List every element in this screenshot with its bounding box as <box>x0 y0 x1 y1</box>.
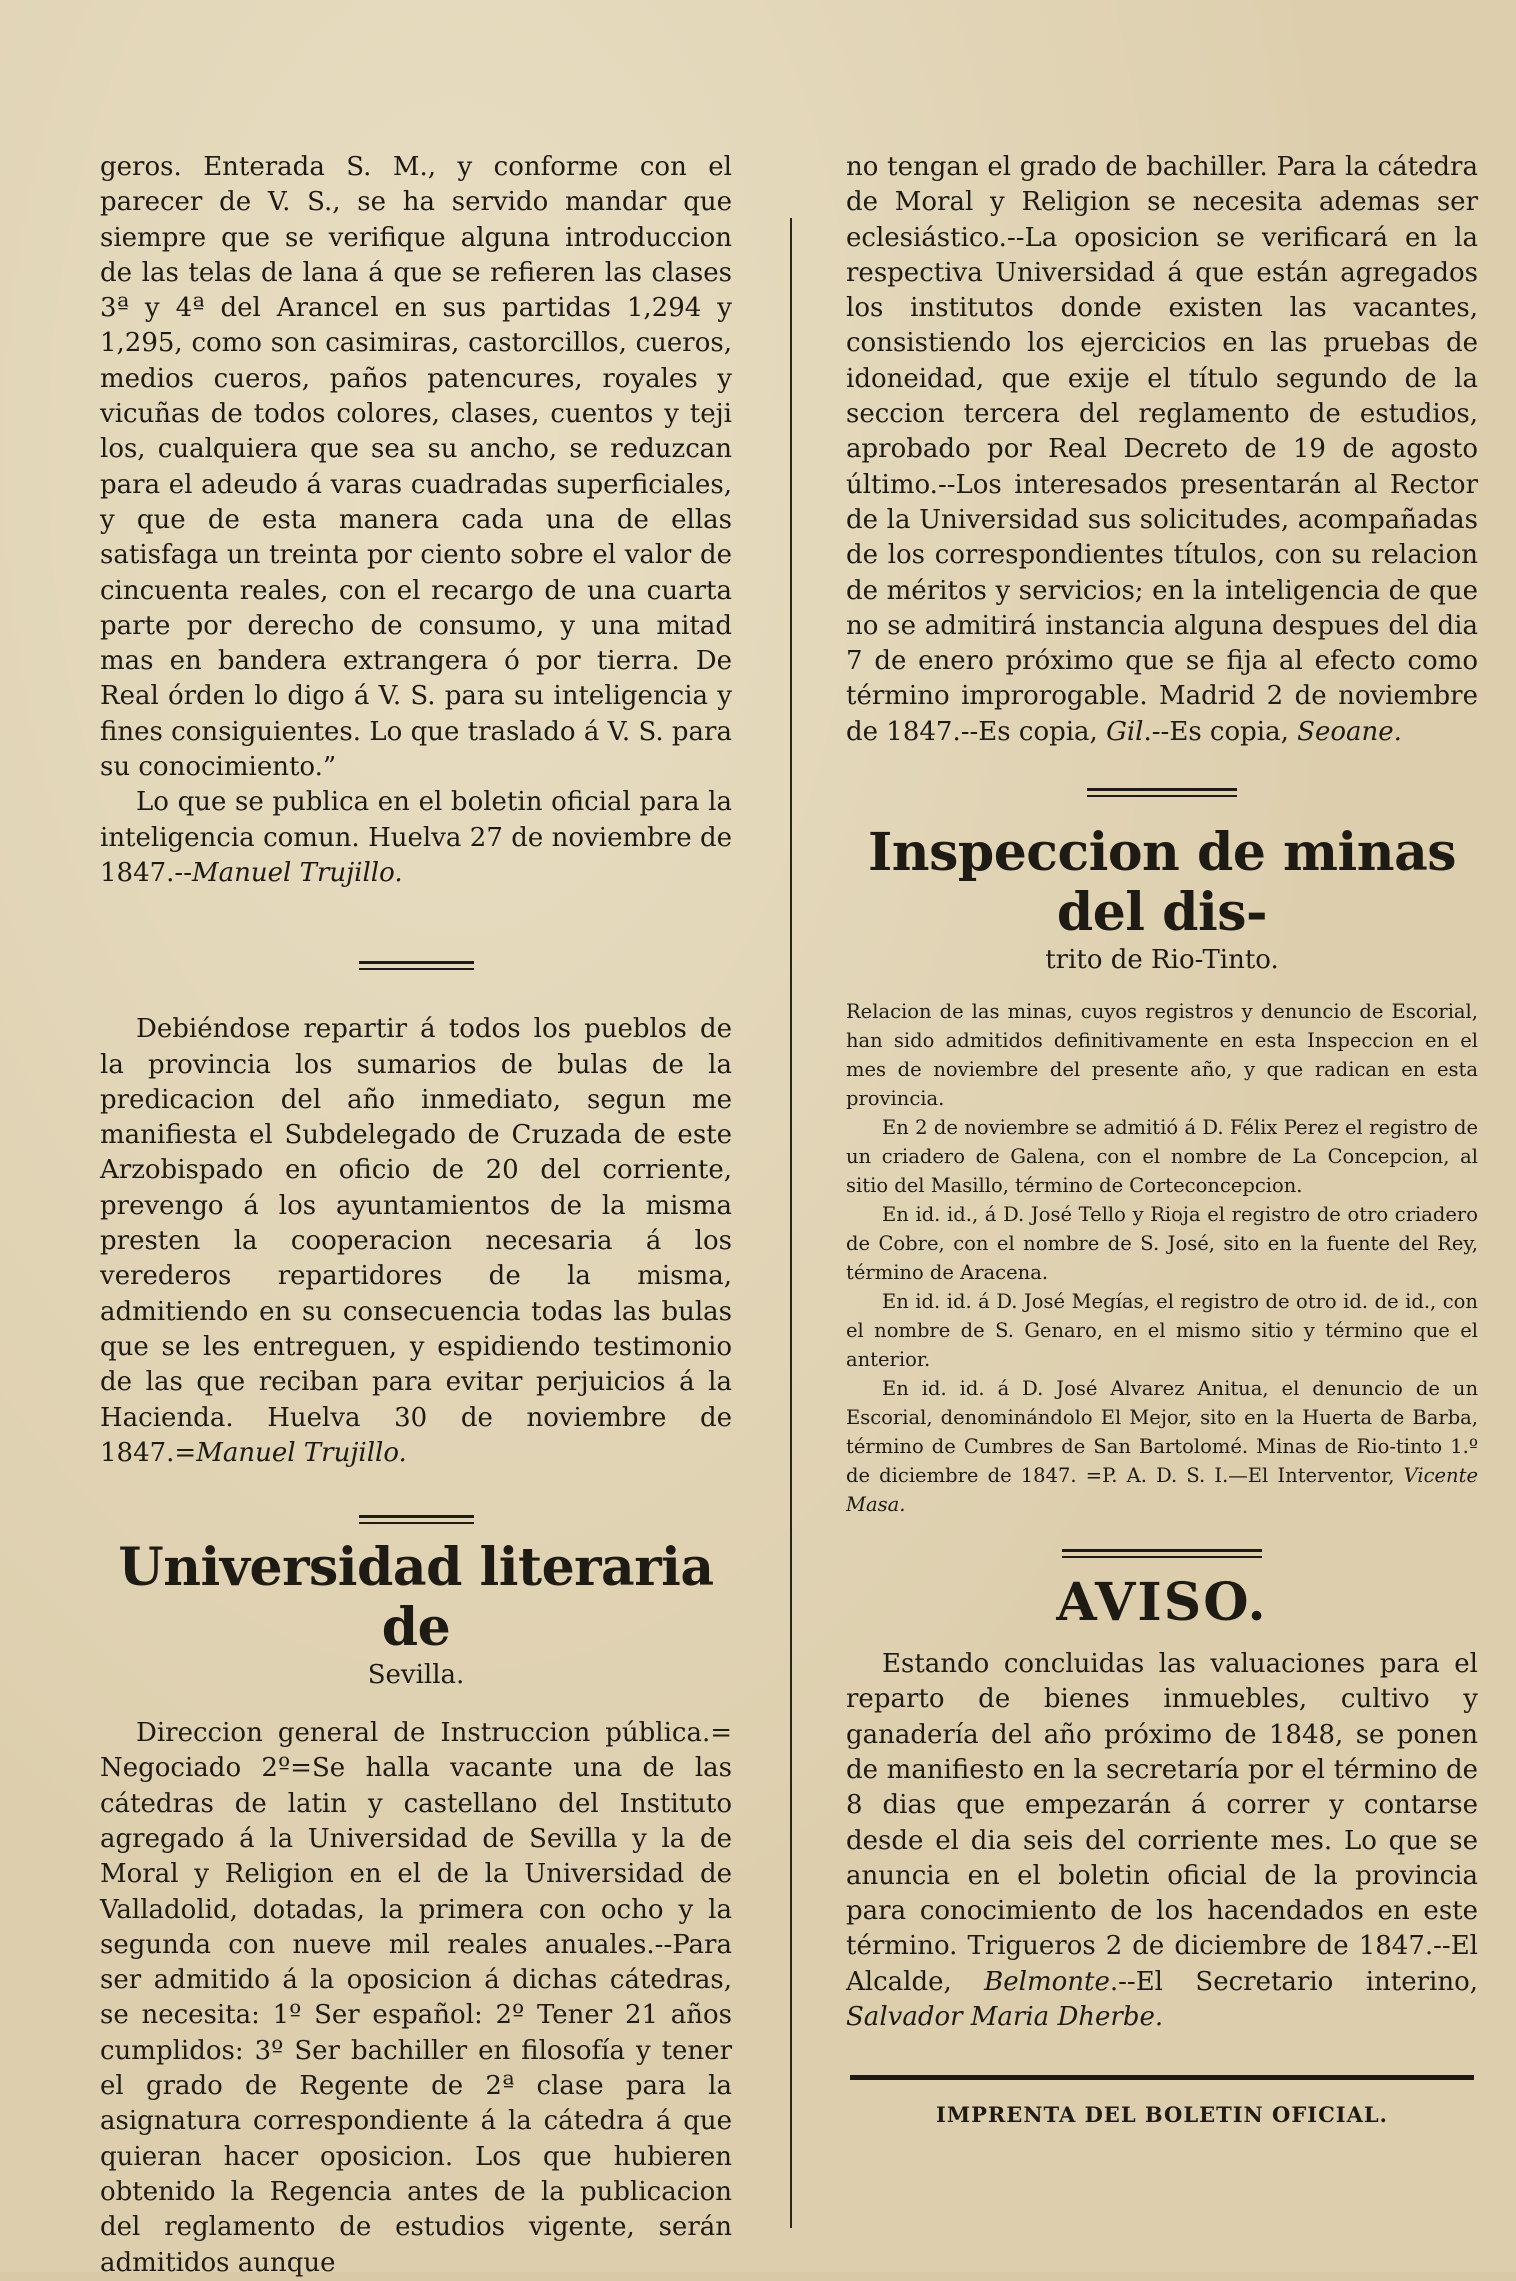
signature-masa: Vicente Masa. <box>846 1464 1478 1517</box>
separator-rule <box>359 1515 474 1524</box>
separator-rule <box>1062 1549 1262 1558</box>
aviso-paragraph: Estando concluidas las valuaciones para el reparto de bienes inmuebles, cultivo y ganadería del año próximo de 1848, se ponen de manifiesto en la secretaría por el término de 8 dias que empezarán á correr y contarse desde el dia seis del corriente mes. Lo que se anuncia en el boletin oficial de la provincia para conocimiento de los hacendados en este término. Trigueros 2 de diciembre de 1847.--El Alcalde, Belmonte.--El Secretario interino, Salvador Maria Dherbe. <box>846 1649 1478 2033</box>
separator-rule <box>1087 788 1237 797</box>
left-column <box>100 150 732 2281</box>
right-column <box>846 150 1478 2127</box>
separator-rule <box>359 961 474 970</box>
mina-entry-san-jose: En id. id., á D. José Tello y Rioja el registro de otro criadero de Cobre, con el nombre de S. José, sito en la fuente del Rey, término de Aracena. <box>846 1203 1478 1285</box>
arancel-paragraph: geros. Enterada S. M., y conforme con el parecer de V. S., se ha servido mandar que siempre que se verifique alguna introduccion de las telas de lana á que se refieren las clases 3ª y 4ª del Arancel en sus partidas 1,294 y 1,295, como son casimiras, castorcillos, cueros, medios cueros, paños patencures, royales y vicuñas de todos colores, clases, cuentos y teji los, cualquiera que sea su ancho, se reduzcan para el adeudo á varas cuadradas superficiales, y que de esta manera cada una de ellas satisfaga un treinta por ciento sobre el valor de cincuenta reales, con el recargo de una cuarta parte por derecho de consumo, y una mitad mas en bandera extrangera ó por tierra. De Real órden lo digo á V. S. para su inteligencia y fines consiguientes. Lo que traslado á V. S. para su conocimiento.” <box>100 152 732 783</box>
column-divider <box>790 218 792 2228</box>
universidad-heading: Universidad literaria de <box>118 1537 714 1659</box>
instruccion-paragraph: Direccion general de Instruccion pública.= Negociado 2º=Se halla vacante una de las cátedras de latin y castellano del Instituto agregado á la Universidad de Sevilla y la de Moral y Religion en el de la Universidad de Valladolid, dotadas, la primera con ocho y la segunda con nueve mil reales anuales.--Para ser admitido á la oposicion á dichas cátedras, se necesita: 1º Ser español: 2º Tener 21 años cumplidos: 3º Ser bachiller en filosofía y tener el grado de Regente de 2ª clase para la asignatura correspondiente á la cátedra á que quieran hacer oposicion. Los que hubieren obtenido la Regencia antes de la publicacion del reglamento de estudios vigente, serán admitidos aunque <box>100 1718 732 2278</box>
oposicion-paragraph: no tengan el grado de bachiller. Para la cátedra de Moral y Religion se necesita ademas ser eclesiástico.--La oposicion se verificará en la respectiva Universidad á que están agregados los institutos donde existen las vacantes, consistiendo los ejercicios en las pruebas de idoneidad, que exije el título segundo de la seccion tercera del reglamento de estudios, aprobado por Real Decreto de 19 de agosto último.--Los interesados presentarán al Rector de la Universidad sus solicitudes, acompañadas de los correspondientes títulos, con su relacion de méritos y servicios; en la inteligencia de que no se admitirá instancia alguna despues del dia 7 de enero próximo que se fija al efecto como término improrogable. Madrid 2 de noviembre de 1847.--Es copia, Gil.--Es copia, Seoane. <box>846 152 1478 747</box>
mina-entry-concepcion: En 2 de noviembre se admitió á D. Félix Perez el registro de un criadero de Galena, con el nombre de La Concepcion, al sitio del Masillo, término de Corteconcepcion. <box>846 1116 1478 1198</box>
minas-heading: Inspeccion de minas del dis- <box>867 822 1457 944</box>
signature-trujillo: Manuel Trujillo. <box>192 857 403 888</box>
signature-belmonte: Belmonte <box>984 1966 1110 1997</box>
minas-intro: Relacion de las minas, cuyos registros y denuncio de Escorial, han sido admitidos definitivamente en esta Inspeccion en el mes de noviembre del presente año, y que radican en esta provincia. <box>846 1000 1478 1111</box>
signature-seoane: Seoane. <box>1297 716 1402 747</box>
aviso-heading: AVISO. <box>1056 1572 1268 1634</box>
signature-trujillo-2: Manuel Trujillo. <box>196 1437 407 1468</box>
universidad-subheading: Sevilla. <box>367 1660 465 1691</box>
mina-entry-el-mejor: En id. id. á D. José Alvarez Anitua, el denuncio de un Escorial, denominándolo El Mejor, sito en la Huerta de Barba, término de Cumbres de San Bartolomé. Minas de Rio-tinto 1.º de diciembre de 1847. =P. A. D. S. I.—El Interventor, Vicente Masa. <box>846 1377 1478 1517</box>
minas-subheading: trito de Rio-Tinto. <box>1045 945 1279 976</box>
publication-notice: Lo que se publica en el boletin oficial para la inteligencia comun. Huelva 27 de noviembre de 1847.--Manuel Trujillo. <box>100 787 732 888</box>
footer-rule <box>850 2075 1474 2080</box>
mina-entry-san-genaro: En id. id. á D. José Megías, el registro de otro id. de id., con el nombre de S. Genaro, en el mismo sitio y término que el anterior. <box>846 1290 1478 1372</box>
signature-dherbe: Salvador Maria Dherbe. <box>846 2002 1164 2033</box>
printer-footer: IMPRENTA DEL BOLETIN OFICIAL. <box>936 2102 1388 2128</box>
signature-gil: Gil <box>1106 716 1144 747</box>
bulas-paragraph: Debiéndose repartir á todos los pueblos de la provincia los sumarios de bulas de la predicacion del año inmediato, segun me manifiesta el Subdelegado de Cruzada de este Arzobispado en oficio de 20 del corriente, prevengo á los ayuntamientos de la misma presten la cooperacion necesaria á los verederos repartidores de la misma, admitiendo en su consecuencia todas las bulas que se les entreguen, y espidiendo testimonio de las que reciban para evitar perjuicios á la Hacienda. Huelva 30 de noviembre de 1847.=Manuel Trujillo. <box>100 1014 732 1468</box>
